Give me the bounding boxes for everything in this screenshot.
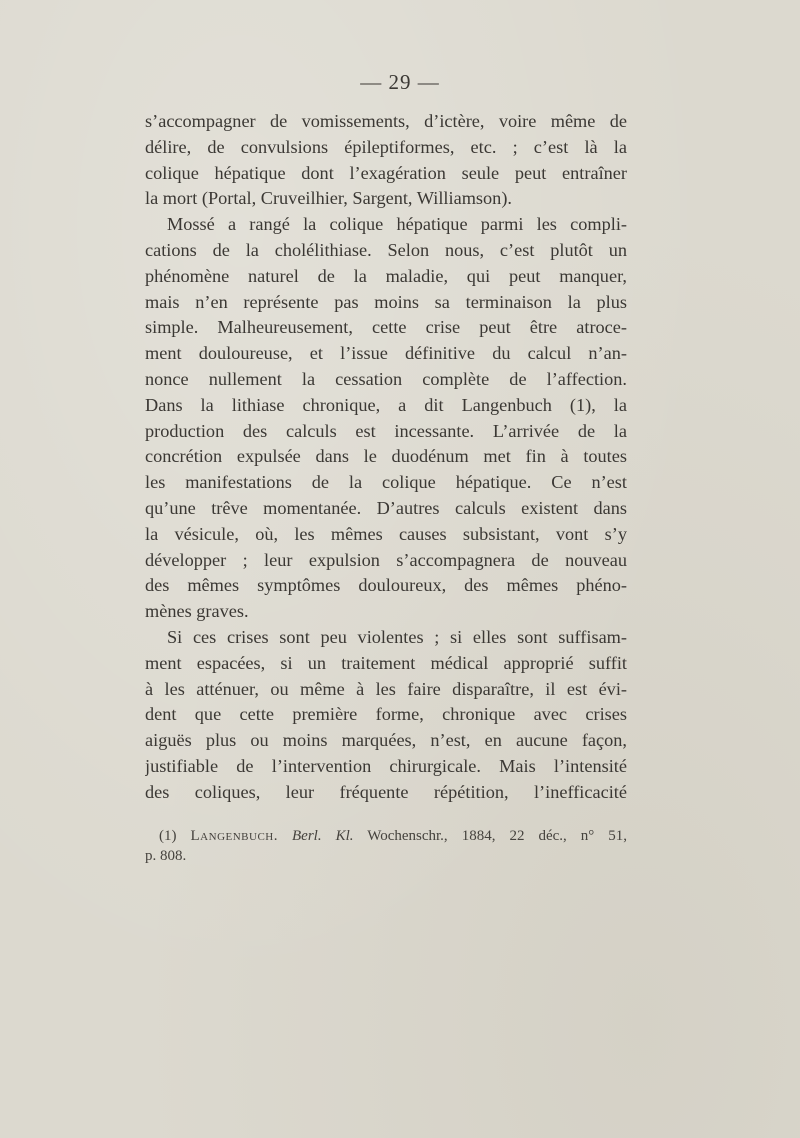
text-line: Dans la lithiase chronique, a dit Langenbuch (1), la: [145, 394, 627, 415]
footnote-citation: Wochenschr., 1884, 22 déc., n° 51,: [367, 828, 627, 844]
text-line: développer ; leur expulsion s’accompagnera de nouveau: [145, 549, 627, 570]
footnote: [145, 826, 627, 866]
footnote-author: Langenbuch.: [190, 828, 278, 844]
text-line: la vésicule, où, les mêmes causes subsistant, vont s’y: [145, 523, 627, 544]
text-line: justifiable de l’intervention chirurgicale. Mais l’intensité: [145, 755, 627, 776]
text-line: Mossé a rangé la colique hépatique parmi les compli-: [167, 214, 627, 235]
text-line: concrétion expulsée dans le duodénum met fin à toutes: [145, 446, 627, 467]
text-line: qu’une trêve momentanée. D’autres calculs existent dans: [145, 497, 627, 518]
text-line: aiguës plus ou moins marquées, n’est, en aucune façon,: [145, 730, 627, 751]
text-line: nonce nullement la cessation complète de l’affection.: [145, 368, 627, 389]
footnote-marker: (1): [159, 828, 177, 844]
text-line: colique hépatique dont l’exagération seule peut entraîner: [145, 162, 627, 183]
text-line: des mêmes symptômes douloureux, des mêmes phéno-: [145, 575, 627, 596]
text-line: dent que cette première forme, chronique avec crises: [145, 704, 627, 725]
text-line: Si ces crises sont peu violentes ; si elles sont suffisam-: [167, 626, 627, 647]
text-line: à les atténuer, ou même à les faire disparaître, il est évi-: [145, 678, 627, 699]
text-line: production des calculs est incessante. L’arrivée de la: [145, 420, 627, 441]
text-line: phénomène naturel de la maladie, qui peut manquer,: [145, 265, 627, 286]
text-line: des coliques, leur fréquente répétition, l’inefficacité: [145, 781, 627, 802]
body-text: [145, 109, 627, 806]
text-line: délire, de convulsions épileptiformes, etc. ; c’est là la: [145, 136, 627, 157]
text-line: mais n’en représente pas moins sa terminaison la plus: [145, 291, 627, 312]
text-line: s’accompagner de vomissements, d’ictère, voire même de: [145, 111, 627, 131]
footnote-line: [145, 826, 627, 846]
text-line: ment espacées, si un traitement médical approprié suffit: [145, 652, 627, 673]
text-line: mènes graves.: [145, 601, 249, 622]
footnote-journal: Berl. Kl.: [292, 828, 354, 844]
page-number: — 29 —: [360, 70, 440, 94]
text-line: les manifestations de la colique hépatique. Ce n’est: [145, 472, 627, 493]
text-line: simple. Malheureusement, cette crise peut être atroce-: [145, 317, 627, 338]
footnote-line: p. 808.: [145, 848, 187, 864]
text-line: cations de la cholélithiase. Selon nous, c’est plutôt un: [145, 239, 627, 260]
text-line: la mort (Portal, Cruveilhier, Sargent, Williamson).: [145, 188, 512, 209]
text-line: ment douloureuse, et l’issue définitive du calcul n’an-: [145, 343, 627, 364]
